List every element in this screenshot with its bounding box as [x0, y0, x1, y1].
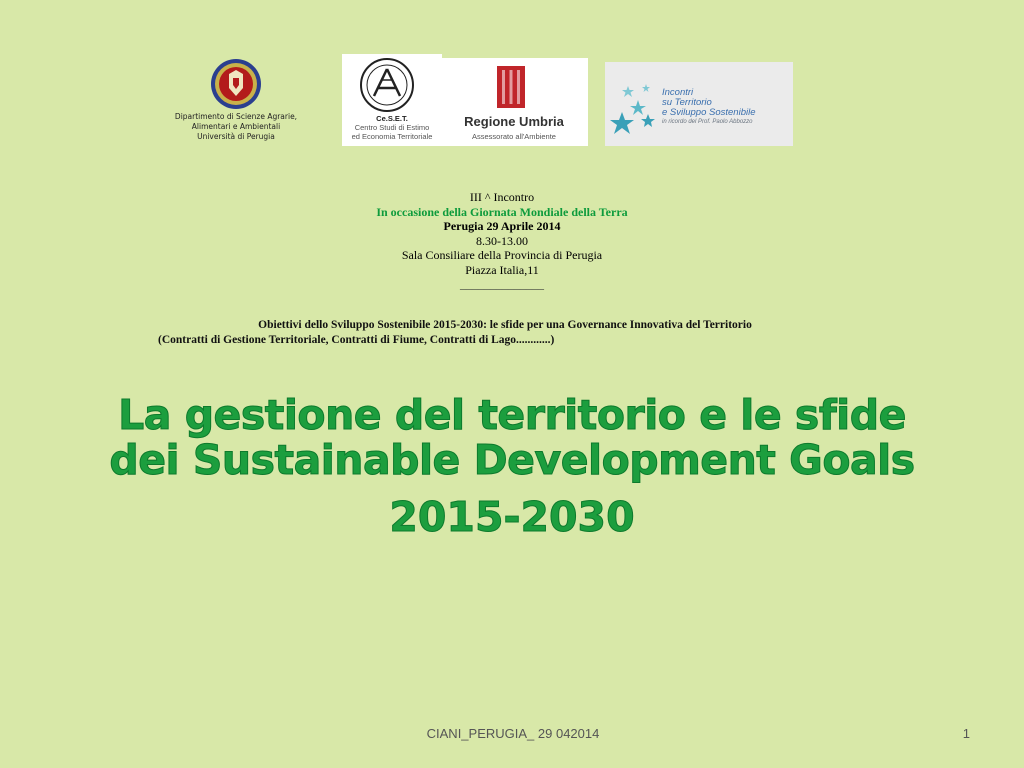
- event-info: [312, 190, 692, 292]
- event-address: Piazza Italia,11: [465, 262, 539, 277]
- incontri-line: su Territorio: [662, 97, 712, 108]
- objectives-line: (Contratti di Gestione Territoriale, Contratti di Fiume, Contratti di Lago............): [158, 333, 555, 346]
- slide-title-line: dei Sustainable Development Goals: [109, 436, 915, 484]
- regione-umbria-emblem-icon: [497, 66, 525, 108]
- slide-number: 1: [962, 726, 970, 741]
- incontri-line: Incontri: [662, 87, 694, 98]
- incontri-dedication: in ricordo del Prof. Paolo Abbozzo: [662, 119, 753, 125]
- regione-umbria-name: Regione Umbria: [464, 114, 564, 129]
- event-occasion: In occasione della Giornata Mondiale della Terra: [376, 204, 628, 219]
- ceset-description-line: Centro Studi di Estimo: [354, 123, 430, 132]
- stars-logo-icon: [608, 78, 662, 138]
- event-divider: ______________: [460, 277, 544, 291]
- department-caption-line: Università di Perugia: [197, 132, 275, 141]
- ceset-name: Ce.S.E.T.: [376, 114, 408, 123]
- ceset-emblem-icon: [358, 56, 416, 114]
- department-caption-line: Alimentari e Ambientali: [191, 122, 281, 131]
- department-caption-line: Dipartimento di Scienze Agrarie,: [174, 112, 298, 121]
- incontri-logo-text: [662, 88, 792, 127]
- event-date: Perugia 29 Aprile 2014: [443, 219, 561, 233]
- ceset-description-line: ed Economia Territoriale: [351, 132, 433, 141]
- department-caption: [170, 112, 302, 142]
- event-venue: Sala Consiliare della Provincia di Perugia: [401, 248, 603, 262]
- event-edition: III ^ Incontro: [469, 190, 535, 204]
- slide-footer: CIANI_PERUGIA_ 29 042014: [426, 726, 600, 741]
- regione-umbria-subtitle: Assessorato all'Ambiente: [472, 132, 556, 141]
- incontri-line: e Sviluppo Sostenibile: [662, 107, 756, 118]
- university-seal-logo: [210, 58, 262, 110]
- objectives-line: Obiettivi dello Sviluppo Sostenibile 2015-2030: le sfide per una Governance Innovativa del Territorio: [258, 319, 752, 331]
- event-time: 8.30-13.00: [476, 233, 528, 248]
- objectives-subtitle: [100, 318, 910, 347]
- slide-title-years: 2015-2030: [389, 493, 635, 541]
- slide-title: [20, 393, 1004, 540]
- slide-title-line: La gestione del territorio e le sfide: [118, 391, 906, 439]
- ceset-description: [342, 123, 442, 141]
